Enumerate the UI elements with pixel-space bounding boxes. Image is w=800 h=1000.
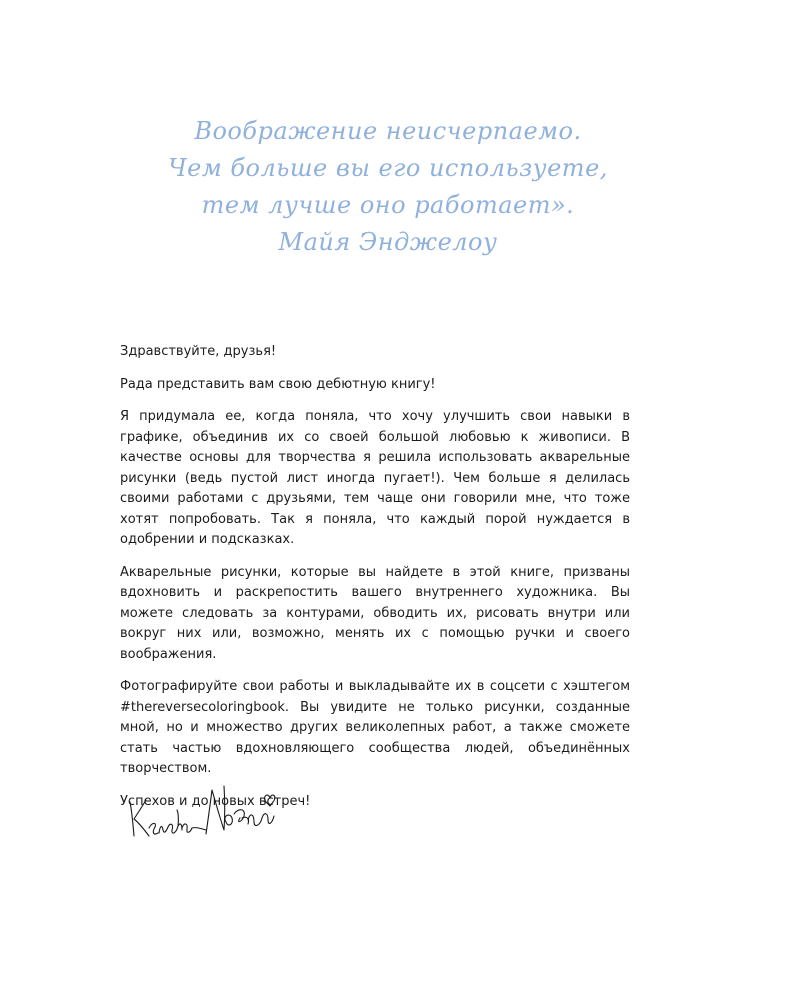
letter-paragraph-3: Фотографируйте свои работы и выкладывайте их в соцсети с хэштегом #thereversecoloringbook. Вы увидите не только рисунки, созданные мной, но и множество других великолепных работ, а также сможете стать частью вдохновляющего сообщества людей, объединённых творчеством.	[120, 679, 630, 776]
quote-line-2: Чем больше вы его используете,	[168, 154, 608, 182]
letter-greeting: Здравствуйте, друзья!	[120, 344, 277, 359]
quote-line-3: тем лучше оно работает».	[201, 191, 575, 219]
epigraph-quote	[100, 113, 676, 261]
letter-paragraph-1: Я придумала ее, когда поняла, что хочу улучшить свои навыки в графике, объединив их со своей большой любовью к живописи. В качестве основы для творчества я решила использовать акварельные рисунки (ведь пустой лист иногда пугает!). Чем больше я делилась своими работами с друзьями, тем чаще они говорили мне, что тоже хотят попробовать. Так я поняла, что каждый порой нуждается в одобрении и подсказках.	[120, 409, 630, 547]
quote-line-1: Воображение неисчерпаемо.	[194, 117, 582, 145]
letter-closing: Успехов и до новых встреч!	[120, 793, 311, 809]
quote-author: Майя Энджелоу	[278, 228, 498, 256]
letter-intro: Рада представить вам свою дебютную книгу!	[120, 376, 436, 392]
author-letter	[120, 342, 630, 824]
handwritten-signature	[122, 772, 282, 852]
letter-paragraph-2: Акварельные рисунки, которые вы найдете в этой книге, призваны вдохновить и раскрепостить вашего внутреннего художника. Вы можете следовать за контурами, обводить их, рисовать внутри или вокруг них или, возможно, менять их с помощью ручки и своего воображения.	[120, 564, 630, 662]
